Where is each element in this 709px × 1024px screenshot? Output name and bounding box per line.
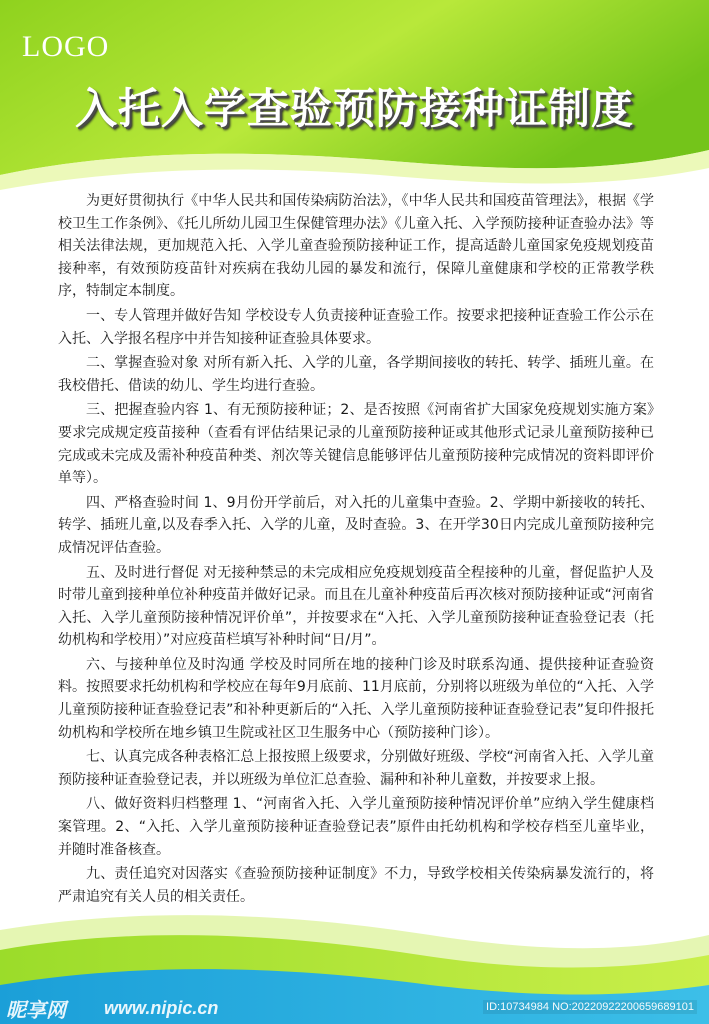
paragraph-6: 六、与接种单位及时沟通 学校及时同所在地的接种门诊及时联系沟通、提供接种证查验资料。按照要求托幼机构和学校应在每年9月底前、11月底前，分别将以班级为单位的“入托、入学儿童预防接种证查验登记表”和补种更新后的“入托、入学儿童预防接种证查验登记表”复印件报托幼机构和学校所在地乡镇卫生院或社区卫生服务中心（预防接种门诊）。 (58, 656, 654, 741)
watermark-brand: 昵享网 (6, 998, 66, 1022)
paragraph-9: 九、责任追究对因落实《查验预防接种证制度》不力，导致学校相关传染病暴发流行的，将严肃追究有关人员的相关责任。 (58, 866, 654, 905)
paragraph-7: 七、认真完成各种表格汇总上报按照上级要求，分别做好班级、学校“河南省入托、入学儿童预防接种证查验登记表，并以班级为单位汇总查验、漏种和补种儿童数，并按要求上报。 (58, 749, 654, 788)
watermark-url: www.nipic.cn (104, 998, 219, 1018)
paragraph-intro: 为更好贯彻执行《中华人民共和国传染病防治法》，《中华人民共和国疫苗管理法》，根据《学校卫生工作条例》、《托儿所幼儿园卫生保健管理办法》《儿童入托、入学预防接种证查验办法》等相关法律法规，更加规范入托、入学儿童查验预防接种证工作，提高适龄儿童国家免疫规划疫苗接种率，有效预防疫苗针对疾病在我幼儿园的暴发和流行，保障儿童健康和学校的正常教学秩序，特制定本制度。 (58, 193, 654, 300)
logo: LOGO (22, 30, 110, 63)
poster-title: 入托入学查验预防接种证制度 (74, 84, 634, 133)
watermark-id: ID:10734984 NO:20220922200659689101 (483, 1000, 697, 1014)
paragraph-1: 一、专人管理并做好告知 学校设专人负责接种证查验工作。按要求把接种证查验工作公示在入托、入学报名程序中并告知接种证查验具体要求。 (58, 307, 654, 347)
paragraph-4: 四、严格查验时间 1、9月份开学前后，对入托的儿童集中查验。2、学期中新接收的转托、转学、插班儿童,以及春季入托、入学的儿童，及时查验。3、在开学30日内完成儿童预防接种完成情况评估查验。 (58, 494, 654, 556)
paragraph-8: 八、做好资料归档整理 1、“河南省入托、入学儿童预防接种情况评价单”应纳入学生健康档案管理。2、“入托、入学儿童预防接种证查验登记表”原件由托幼机构和学校存档至儿童毕业，并随时准备核查。 (58, 796, 654, 858)
paragraph-5: 五、及时进行督促 对无接种禁忌的未完成相应免疫规划疫苗全程接种的儿童，督促监护人及时带儿童到接种单位补种疫苗并做好记录。而且在儿童补种疫苗后再次核对预防接种证或“河南省入托、入学儿童预防接种情况评价单”，并按要求在“入托、入学儿童预防接种证查验登记表（托幼机构和学校用）”对应疫苗栏填写补种时间“日/月”。 (58, 564, 654, 649)
paragraph-2: 二、掌握查验对象 对所有新入托、入学的儿童，各学期间接收的转托、转学、插班儿童。在我校借托、借读的幼儿、学生均进行查验。 (58, 355, 654, 394)
regulation-body (58, 190, 654, 910)
paragraph-3: 三、把握查验内容 1、有无预防接种证；2、是否按照《河南省扩大国家免疫规划实施方案》要求完成规定疫苗接种（查看有评估结果记录的儿童预防接种证或其他形式记录儿童预防接种已完成或未完成及需补种疫苗种类、剂次等关键信息能够评估儿童预防接种完成情况的资料即评价单等）。 (58, 402, 654, 487)
